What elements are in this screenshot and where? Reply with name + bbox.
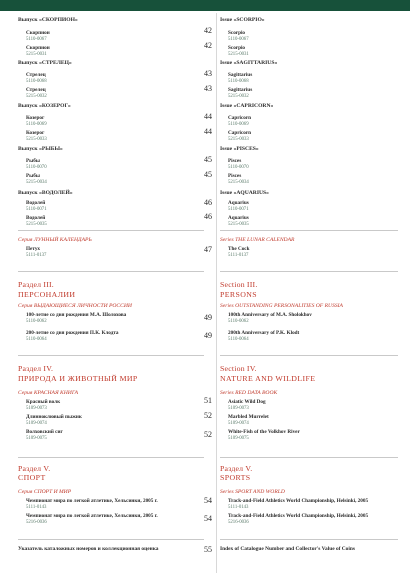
catalogue-code: 5111-0137 [228,253,249,258]
index-footer: Указатель каталожных номеров и коллекционная оценка [18,546,159,552]
section-rule [220,539,398,540]
catalogue-code: 5110-0064 [228,337,249,342]
coin-name: Красный волк [26,399,61,405]
page-number: 52 [204,411,212,420]
page-number: 43 [204,69,212,78]
catalogue-code: 5110-0069 [228,122,249,127]
coin-name: Aquarius [228,215,249,221]
page-number: 47 [204,245,212,254]
issue-title: Выпуск «ВОДОЛЕЙ» [18,190,73,196]
catalogue-code: 5110-0071 [26,207,47,212]
catalogue-code: 5110-0067 [26,37,47,42]
page-number: 54 [204,496,212,505]
issue-title: Выпуск «СКОРПИОН» [18,17,78,23]
catalogue-code: 5109-0073 [228,406,249,411]
coin-name: Водолей [26,215,46,221]
catalogue-code: 5109-0075 [26,436,47,441]
section-rule [220,457,398,458]
top-color-bar [0,0,410,11]
series-title: Series OUTSTANDING PERSONALITIES OF RUSSIA [220,303,343,309]
coin-name: Стрелец [26,87,46,93]
coin-name: 200-летие со дня рождения П.К. Клодта [26,330,119,336]
coin-name: Скорпион [26,30,50,36]
page-number: 44 [204,127,212,136]
series-title: Series SPORT AND WORLD [220,489,285,495]
coin-name: The Cock [228,246,250,252]
catalogue-code: 5110-0062 [26,319,47,324]
catalogue-code: 5109-0074 [228,421,249,426]
coin-name: Водолей [26,200,46,206]
catalogue-code: 5110-0068 [26,79,47,84]
section-title: PERSONS [220,290,258,299]
series-title: Series RED DATA BOOK [220,390,278,396]
section-title: СПОРТ [18,473,46,482]
coin-name: Sagittarius [228,87,253,93]
coin-name: 100th Anniversary of M.A. Sholokhov [228,312,312,318]
catalogue-code: 5109-0074 [26,421,47,426]
index-footer: Index of Catalogue Number and Collector's Value of Coins [220,546,355,552]
catalogue-code: 5111-0137 [26,253,47,258]
catalogue-code: 5215-0035 [228,222,249,227]
series-title: Серия СПОРТ И МИР [18,489,72,495]
coin-name: 100-летие со дня рождения М.А. Шолохова [26,312,127,318]
section-title: SPORTS [220,473,251,482]
issue-title: Выпуск «СТРЕЛЕЦ» [18,60,72,66]
coin-name: Стрелец [26,72,46,78]
page-number: 49 [204,331,212,340]
catalogue-code: 5216-0036 [26,520,47,525]
catalogue-code: 5110-0067 [228,37,249,42]
issue-title: Выпуск «КОЗЕРОГ» [18,103,71,109]
catalogue-code: 5110-0071 [228,207,249,212]
issue-title: Issue «AQUARIUS» [220,190,269,196]
section-rule [18,230,204,231]
section-number: Section IV. [220,364,257,373]
catalogue-code: 5215-0031 [228,52,249,57]
section-rule [220,355,398,356]
coin-name: Чемпионат мира по легкой атлетике, Хельсинки, 2005 г. [26,498,158,504]
coin-name: Asiatic Wild Dog [228,399,266,405]
coin-name: White-Fish of the Volkhov River [228,429,300,435]
section-rule [18,539,204,540]
section-number: Раздел IV. [18,364,54,373]
page-number: 42 [204,41,212,50]
coin-name: Aquarius [228,200,249,206]
catalogue-code: 5110-0070 [228,165,249,170]
section-title: NATURE AND WILDLIFE [220,374,316,383]
coin-name: Capricorn [228,130,252,136]
coin-name: Рыбы [26,158,40,164]
coin-name: Козерог [26,130,45,136]
page-number: 43 [204,84,212,93]
coin-name: Козерог [26,115,45,121]
section-rule [18,271,204,272]
page-number: 45 [204,155,212,164]
coin-name: Волховский сиг [26,429,63,435]
coin-name: Pisces [228,158,242,164]
issue-title: Issue «PISCES» [220,146,259,152]
section-number: Раздел III. [18,280,54,289]
catalogue-code: 5215-0035 [26,222,47,227]
issue-title: Issue «CAPRICORN» [220,103,274,109]
catalogue-code: 5215-0032 [228,94,249,99]
page-number: 44 [204,112,212,121]
catalogue-code: 5110-0069 [26,122,47,127]
page-number: 55 [204,545,212,554]
catalogue-code: 5110-0070 [26,165,47,170]
catalogue-code: 5215-0033 [26,137,47,142]
catalogue-code: 5109-0075 [228,436,249,441]
section-title: ПЕРСОНАЛИИ [18,290,76,299]
catalogue-code: 5111-0143 [228,505,249,510]
page-number: 45 [204,170,212,179]
series-title: Серия КРАСНАЯ КНИГА [18,390,78,396]
coin-name: Scorpio [228,45,246,51]
catalogue-code: 5215-0034 [228,180,249,185]
catalogue-code: 5110-0062 [228,319,249,324]
catalogue-code: 5111-0143 [26,505,47,510]
section-number: Раздел V. [220,464,253,473]
coin-name: Чемпионат мира по легкой атлетике, Хельсинки, 2005 г. [26,513,158,519]
section-title: ПРИРОДА И ЖИВОТНЫЙ МИР [18,374,138,383]
page-number: 46 [204,212,212,221]
section-rule [18,457,204,458]
issue-title: Issue «SAGITTARIUS» [220,60,278,66]
coin-name: Скорпион [26,45,50,51]
page-number: 51 [204,396,212,405]
catalogue-code: 5110-0068 [228,79,249,84]
catalogue-code: 5216-0036 [228,520,249,525]
catalogue-code: 5109-0073 [26,406,47,411]
page-number: 54 [204,514,212,523]
section-number: Раздел V. [18,464,51,473]
catalogue-code: 5110-0064 [26,337,47,342]
coin-name: Длинноклювый пыжик [26,414,82,420]
coin-name: Track-and-Field Athletics World Championship, Helsinki, 2005 [228,498,369,504]
coin-name: 200th Anniversary of P.K. Klodt [228,330,300,336]
catalogue-code: 5215-0034 [26,180,47,185]
coin-name: Marbled Murrelet [228,414,269,420]
page-number: 46 [204,198,212,207]
series-title: Серия ЛУННЫЙ КАЛЕНДАРЬ [18,237,92,243]
catalogue-code: 5215-0033 [228,137,249,142]
page-number: 49 [204,313,212,322]
section-rule [220,230,398,231]
issue-title: Выпуск «РЫБЫ» [18,146,63,152]
coin-name: Петух [26,246,41,252]
catalogue-code: 5215-0031 [26,52,47,57]
catalogue-code: 5215-0032 [26,94,47,99]
series-title: Серия ВЫДАЮЩИЕСЯ ЛИЧНОСТИ РОССИИ [18,303,132,309]
section-number: Section III. [220,280,258,289]
column-divider [216,13,217,573]
coin-name: Scorpio [228,30,246,36]
issue-title: Issue «SCORPIO» [220,17,265,23]
coin-name: Sagittarius [228,72,253,78]
section-rule [18,355,204,356]
section-rule [220,271,398,272]
series-title: Series THE LUNAR CALENDAR [220,237,295,243]
coin-name: Track-and-Field Athletics World Championship, Helsinki, 2005 [228,513,369,519]
coin-name: Рыбы [26,173,40,179]
coin-name: Capricorn [228,115,252,121]
page-number: 42 [204,26,212,35]
page-number: 52 [204,430,212,439]
coin-name: Pisces [228,173,242,179]
